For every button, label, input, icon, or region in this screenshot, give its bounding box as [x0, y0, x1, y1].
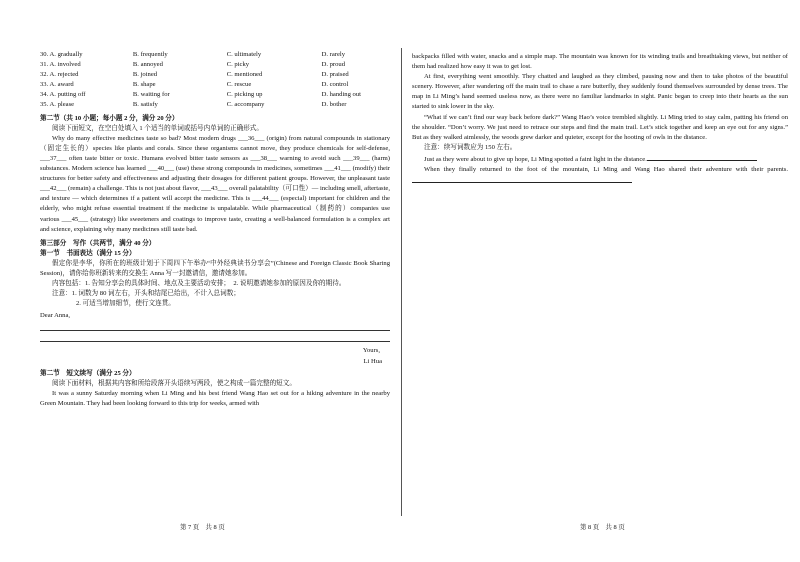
- option-b: B. joined: [132, 71, 158, 79]
- option-row-30: [40, 50, 390, 60]
- paragraph-beginning-1: [412, 153, 788, 165]
- beginning-2-text: When they finally returned to the foot of the mountain, Li Ming and Wang Hao shared their adventure with their parents.: [424, 166, 788, 174]
- writing1-note1: 注意：1. 词数为 80 词左右，开头和结尾已给出，不计入总词数；: [52, 290, 240, 298]
- grammar-passage: Why do many effective medicines taste so bad? Most modern drugs ___36___ (origin) from natural compounds in stationary（固定生长的）species like plants and corals. Since these organisms cannot move, they produce chemicals for self-defense, ___37___ often taste bitter or toxic. Humans evolved bitter taste sensors as ___38___ warning to avoid such ___39___ (harm) substances. Modern science has learned ___40___ (use) these strong compounds in medicines, sometimes ___41___ (modify) their structures for better safety and effectiveness and adjusting their dosages for different patient groups. However, the unpleasant taste ___42___ (remain) a challenge. This is not just about flavor, ___43___ overall palatability（可口性）— including smell, aftertaste, and texture — which determines if a patient will accept the medicine. This is ___44___ (especial) important for children and the elderly, who might refuse essential treatment if the medicine is unpalatable. While pharmaceutical（制药的）companies use various ___45___ (strategy) like sweeteners and coatings to improve taste, creating a well-balanced formulation is a complex art and science, explaining why many medicines still taste bad.: [40, 134, 390, 233]
- option-c: C. mentioned: [226, 71, 263, 79]
- option-b: B. satisfy: [132, 101, 158, 109]
- writing1-prompt: 假定你是李华，你所在的班级计划于下周四下午举办“中外经典读书分享会”(Chinese and Foreign Classic Book Sharing Session)，请你给你班新转来的交换生 Anna 写一封邀请信，邀请她参加。: [40, 259, 390, 277]
- option-d: D. proud: [321, 61, 346, 69]
- option-row-31: [40, 60, 390, 70]
- option-c: C. ultimately: [226, 51, 262, 58]
- writing2-instructions: 阅读下面材料，根据其内容和所给段落开头语续写两段，使之构成一篇完整的短文。: [52, 379, 296, 387]
- answer-blank[interactable]: [647, 153, 757, 161]
- option-d: D. bother: [321, 101, 347, 109]
- story-paragraph-3: “What if we can’t find our way back before dark?” Wang Hao’s voice trembled slightly. Li Ming tried to stay calm, patting his friend on the shoulder. “Don’t worry. We just need to retrace our steps and find the main trail. Let’s stick together and keep an eye out for any signs.” But as they walked aimlessly, the woods grew darker and quieter, except for the hooting of owls in the distance.: [412, 113, 788, 141]
- option-d: D. praised: [321, 71, 349, 79]
- writing1-content: 内容包括：1. 告知分享会的具体时间、地点及主要活动安排； 2. 说明邀请她参加的原因及你的期待。: [52, 280, 346, 288]
- letter-salutation: Dear Anna,: [40, 312, 71, 320]
- letter-closing: Yours,: [362, 347, 380, 355]
- writing1-note2: 2. 可适当增加细节，使行文连贯。: [76, 300, 175, 308]
- section2-instructions: 阅读下面短文，在空白处填入 1 个适当的单词或括号内单词的正确形式。: [52, 124, 263, 132]
- story-paragraph-1-continued: backpacks filled with water, snacks and a simple map. The mountain was known for its winding trails and breathtaking views, but neither of them had realized how easy it was to get lost.: [412, 53, 788, 71]
- story-paragraph-2: At first, everything went smoothly. They chatted and laughed as they climbed, pausing now and then to take photos of the beautiful scenery. However, after wandering off the main trail to chase a rare butterfly, they suddenly found themselves surrounded by dense trees. The map in Li Ming’s hand seemed useless now, as there were no familiar landmarks in sight. Panic began to creep into their hearts as the sun started to sink lower in the sky.: [412, 73, 788, 111]
- page-number-8: 第 8 页 共 8 页: [580, 524, 625, 531]
- option-c: C. rescue: [226, 81, 252, 89]
- option-b: B. shape: [132, 81, 156, 89]
- writing2-title: 第二节 短文续写（满分 25 分）: [40, 369, 136, 377]
- option-c: C. picking up: [226, 91, 263, 99]
- writing1-title: 第一节 书面表达（满分 15 分）: [40, 249, 136, 257]
- options-table: [40, 50, 390, 111]
- option-d: D. rarely: [321, 51, 345, 58]
- option-d: D. control: [321, 81, 349, 89]
- section2-title: 第二节（共 10 小题；每小题 2 分，满分 20 分）: [40, 114, 179, 122]
- option-a: 33. A. award: [40, 81, 74, 89]
- beginning-1-text: Just as they were about to give up hope, Li Ming spotted a faint light in the distance.: [424, 155, 647, 163]
- answer-blank[interactable]: [412, 175, 632, 183]
- option-row-34: [40, 90, 390, 100]
- page-number-7: 第 7 页 共 8 页: [180, 524, 225, 531]
- option-b: B. annoyed: [132, 61, 163, 69]
- right-page: [402, 0, 800, 562]
- option-c: C. accompany: [226, 101, 265, 109]
- option-a: 30. A. gradually: [40, 51, 83, 58]
- option-a: 34. A. putting off: [40, 91, 86, 99]
- option-d: D. handing out: [321, 91, 361, 99]
- option-b: B. waiting for: [132, 91, 170, 99]
- paragraph-beginning-2: [412, 165, 788, 187]
- option-a: 35. A. please: [40, 101, 75, 109]
- option-a: 32. A. rejected: [40, 71, 79, 79]
- continuation-note: 注意：续写词数应为 150 左右。: [424, 143, 517, 151]
- left-column: [40, 50, 390, 409]
- answer-line[interactable]: [40, 332, 390, 342]
- letter-signature: Li Hua: [363, 357, 382, 365]
- option-b: B. frequently: [132, 51, 168, 58]
- right-column: [412, 52, 788, 187]
- option-a: 31. A. involved: [40, 61, 81, 69]
- option-c: C. picky: [226, 61, 250, 69]
- option-row-33: [40, 80, 390, 90]
- story-paragraph-1: It was a sunny Saturday morning when Li Ming and his best friend Wang Hao set out for a hiking adventure in the nearby Green Mountain. They had been looking forward to this trip for weeks, armed with: [40, 389, 390, 407]
- answer-line[interactable]: [40, 321, 390, 331]
- part3-title: 第三部分 写作（共两节，满分 40 分）: [40, 239, 156, 247]
- option-row-32: [40, 70, 390, 80]
- option-row-35: [40, 100, 390, 110]
